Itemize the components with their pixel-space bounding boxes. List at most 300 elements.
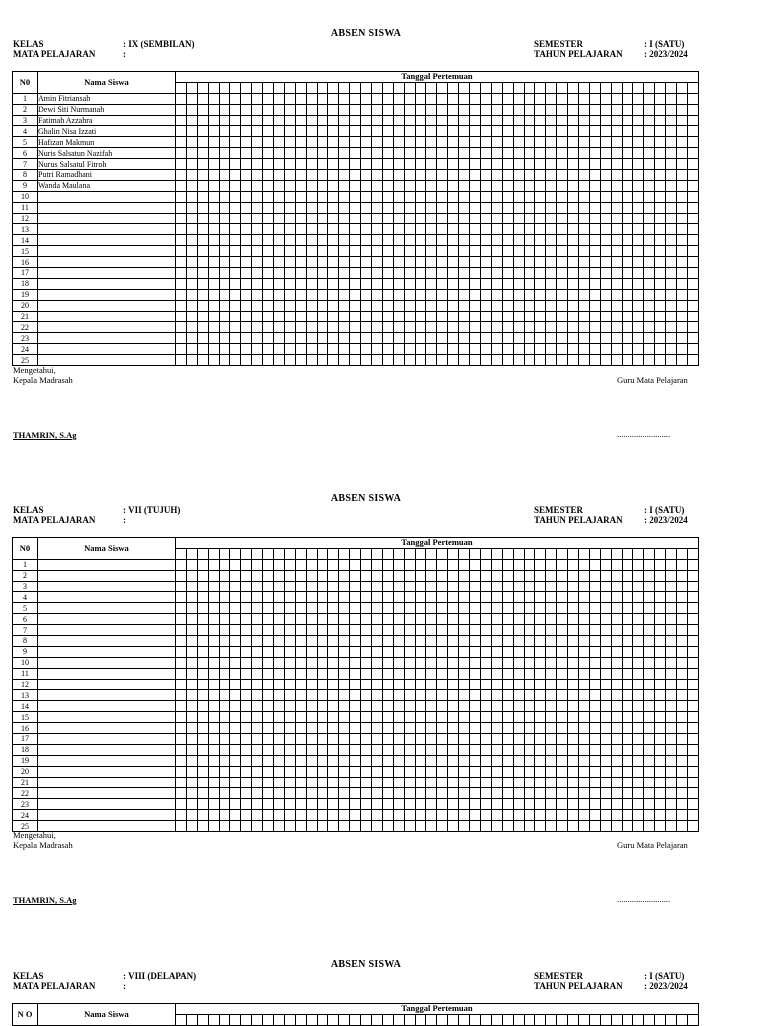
attendance-cell xyxy=(197,104,208,115)
attendance-cell xyxy=(513,93,524,104)
attendance-cell xyxy=(186,268,197,279)
attendance-cell xyxy=(252,333,263,344)
attendance-cell xyxy=(186,657,197,668)
attendance-cell xyxy=(176,311,187,322)
attendance-cell xyxy=(350,668,361,679)
attendance-cell xyxy=(557,581,568,592)
attendance-cell xyxy=(372,191,383,202)
attendance-cell xyxy=(600,180,611,191)
tahun-value: : 2023/2024 xyxy=(644,515,688,525)
attendance-cell xyxy=(568,355,579,366)
attendance-cell xyxy=(186,202,197,213)
attendance-cell xyxy=(393,104,404,115)
date-header-cell xyxy=(535,548,546,559)
attendance-cell xyxy=(611,723,622,734)
attendance-cell xyxy=(208,126,219,137)
attendance-cell xyxy=(568,821,579,832)
attendance-cell xyxy=(502,625,513,636)
attendance-cell xyxy=(546,115,557,126)
attendance-cell xyxy=(448,744,459,755)
attendance-cell xyxy=(197,246,208,257)
attendance-cell xyxy=(317,126,328,137)
attendance-cell xyxy=(317,246,328,257)
attendance-cell xyxy=(480,278,491,289)
attendance-cell xyxy=(241,213,252,224)
table-row xyxy=(13,148,699,159)
attendance-cell xyxy=(459,614,470,625)
attendance-cell xyxy=(676,333,687,344)
attendance-cell xyxy=(502,268,513,279)
attendance-cell xyxy=(546,289,557,300)
attendance-cell xyxy=(219,180,230,191)
attendance-cell xyxy=(317,115,328,126)
attendance-cell xyxy=(317,170,328,181)
attendance-cell xyxy=(230,821,241,832)
attendance-cell xyxy=(176,755,187,766)
attendance-cell xyxy=(230,603,241,614)
attendance-cell xyxy=(263,235,274,246)
attendance-cell xyxy=(480,581,491,592)
attendance-cell xyxy=(666,104,677,115)
attendance-cell xyxy=(426,224,437,235)
attendance-cell xyxy=(426,734,437,745)
attendance-cell xyxy=(263,690,274,701)
attendance-cell xyxy=(393,355,404,366)
attendance-cell xyxy=(186,170,197,181)
attendance-cell xyxy=(611,355,622,366)
attendance-cell xyxy=(186,191,197,202)
date-header-cell xyxy=(557,548,568,559)
attendance-cell xyxy=(687,657,698,668)
attendance-cell xyxy=(252,104,263,115)
attendance-cell xyxy=(295,322,306,333)
attendance-cell xyxy=(535,810,546,821)
attendance-cell xyxy=(666,799,677,810)
attendance-cell xyxy=(600,766,611,777)
attendance-cell xyxy=(589,148,600,159)
attendance-cell xyxy=(502,712,513,723)
table-row xyxy=(13,690,699,701)
attendance-cell xyxy=(557,744,568,755)
attendance-cell xyxy=(524,755,535,766)
attendance-cell xyxy=(546,755,557,766)
attendance-cell xyxy=(426,289,437,300)
attendance-cell xyxy=(295,137,306,148)
student-name xyxy=(38,246,176,257)
attendance-cell xyxy=(230,246,241,257)
attendance-cell xyxy=(208,191,219,202)
date-header-cell xyxy=(437,82,448,93)
attendance-cell xyxy=(578,646,589,657)
attendance-cell xyxy=(306,712,317,723)
attendance-cell xyxy=(502,224,513,235)
attendance-cell xyxy=(317,191,328,202)
attendance-cell xyxy=(372,592,383,603)
attendance-cell xyxy=(448,701,459,712)
date-header-cell xyxy=(437,548,448,559)
date-header-cell xyxy=(241,548,252,559)
date-header-cell xyxy=(644,82,655,93)
attendance-cell xyxy=(459,289,470,300)
attendance-cell xyxy=(284,191,295,202)
attendance-cell xyxy=(208,570,219,581)
attendance-cell xyxy=(480,202,491,213)
attendance-cell xyxy=(306,300,317,311)
attendance-cell xyxy=(644,570,655,581)
attendance-cell xyxy=(241,734,252,745)
row-number: 24 xyxy=(13,810,38,821)
attendance-cell xyxy=(252,788,263,799)
attendance-cell xyxy=(208,104,219,115)
attendance-cell xyxy=(393,701,404,712)
attendance-cell xyxy=(557,570,568,581)
attendance-cell xyxy=(328,690,339,701)
attendance-cell xyxy=(687,202,698,213)
attendance-cell xyxy=(382,625,393,636)
attendance-cell xyxy=(295,788,306,799)
attendance-cell xyxy=(393,268,404,279)
attendance-cell xyxy=(284,289,295,300)
attendance-cell xyxy=(197,257,208,268)
attendance-cell xyxy=(655,355,666,366)
attendance-cell xyxy=(578,625,589,636)
date-header-cell xyxy=(502,82,513,93)
attendance-cell xyxy=(328,246,339,257)
attendance-cell xyxy=(252,755,263,766)
attendance-cell xyxy=(295,744,306,755)
attendance-cell xyxy=(633,311,644,322)
attendance-cell xyxy=(295,799,306,810)
attendance-cell xyxy=(633,137,644,148)
attendance-cell xyxy=(252,202,263,213)
attendance-cell xyxy=(361,570,372,581)
attendance-cell xyxy=(186,777,197,788)
attendance-cell xyxy=(687,246,698,257)
student-name: Hafizan Makmun xyxy=(38,137,176,148)
attendance-cell xyxy=(208,268,219,279)
attendance-cell xyxy=(655,592,666,603)
attendance-cell xyxy=(470,126,481,137)
date-header-cell xyxy=(219,548,230,559)
attendance-cell xyxy=(448,799,459,810)
attendance-cell xyxy=(372,278,383,289)
attendance-cell xyxy=(415,690,426,701)
attendance-cell xyxy=(513,690,524,701)
attendance-cell xyxy=(328,355,339,366)
attendance-cell xyxy=(263,322,274,333)
attendance-cell xyxy=(426,821,437,832)
attendance-cell xyxy=(480,180,491,191)
date-header-cell xyxy=(546,82,557,93)
attendance-cell xyxy=(339,104,350,115)
attendance-cell xyxy=(306,646,317,657)
table-row xyxy=(13,755,699,766)
attendance-cell xyxy=(502,159,513,170)
attendance-cell xyxy=(459,799,470,810)
attendance-cell xyxy=(306,799,317,810)
attendance-cell xyxy=(415,657,426,668)
attendance-cell xyxy=(568,159,579,170)
attendance-cell xyxy=(687,159,698,170)
attendance-cell xyxy=(557,723,568,734)
tahun-value: : 2023/2024 xyxy=(644,49,688,59)
attendance-cell xyxy=(480,170,491,181)
attendance-cell xyxy=(546,148,557,159)
attendance-cell xyxy=(448,712,459,723)
attendance-cell xyxy=(589,93,600,104)
attendance-cell xyxy=(186,278,197,289)
date-header-cell xyxy=(263,548,274,559)
attendance-cell xyxy=(382,170,393,181)
attendance-cell xyxy=(339,344,350,355)
attendance-cell xyxy=(274,581,285,592)
attendance-cell xyxy=(524,821,535,832)
attendance-cell xyxy=(568,788,579,799)
attendance-cell xyxy=(546,636,557,647)
attendance-cell xyxy=(404,137,415,148)
attendance-cell xyxy=(589,246,600,257)
attendance-cell xyxy=(306,202,317,213)
attendance-cell xyxy=(176,180,187,191)
attendance-cell xyxy=(208,799,219,810)
attendance-cell xyxy=(361,246,372,257)
attendance-cell xyxy=(219,246,230,257)
attendance-cell xyxy=(339,191,350,202)
attendance-cell xyxy=(197,734,208,745)
attendance-cell xyxy=(208,148,219,159)
table-row xyxy=(13,137,699,148)
attendance-cell xyxy=(339,333,350,344)
attendance-cell xyxy=(230,734,241,745)
attendance-cell xyxy=(655,93,666,104)
attendance-cell xyxy=(470,93,481,104)
attendance-cell xyxy=(448,278,459,289)
attendance-cell xyxy=(317,810,328,821)
attendance-cell xyxy=(666,202,677,213)
attendance-cell xyxy=(361,821,372,832)
attendance-cell xyxy=(644,592,655,603)
attendance-cell xyxy=(448,300,459,311)
attendance-cell xyxy=(546,777,557,788)
attendance-cell xyxy=(676,289,687,300)
attendance-cell xyxy=(186,224,197,235)
attendance-cell xyxy=(459,268,470,279)
attendance-cell xyxy=(633,159,644,170)
attendance-cell xyxy=(644,289,655,300)
attendance-cell xyxy=(306,570,317,581)
attendance-cell xyxy=(186,104,197,115)
attendance-cell xyxy=(317,344,328,355)
attendance-cell xyxy=(687,104,698,115)
attendance-cell xyxy=(535,646,546,657)
student-name xyxy=(38,300,176,311)
student-name xyxy=(38,224,176,235)
attendance-cell xyxy=(535,235,546,246)
attendance-cell xyxy=(339,213,350,224)
attendance-cell xyxy=(687,636,698,647)
attendance-cell xyxy=(448,115,459,126)
attendance-cell xyxy=(306,322,317,333)
attendance-cell xyxy=(611,755,622,766)
attendance-cell xyxy=(557,104,568,115)
attendance-cell xyxy=(557,734,568,745)
attendance-cell xyxy=(513,723,524,734)
attendance-cell xyxy=(459,170,470,181)
attendance-cell xyxy=(426,657,437,668)
attendance-cell xyxy=(568,180,579,191)
attendance-cell xyxy=(263,333,274,344)
attendance-cell xyxy=(589,191,600,202)
attendance-cell xyxy=(219,734,230,745)
table-row xyxy=(13,810,699,821)
attendance-cell xyxy=(317,224,328,235)
attendance-cell xyxy=(393,344,404,355)
semester-label: SEMESTER xyxy=(534,971,584,981)
attendance-cell xyxy=(480,300,491,311)
attendance-cell xyxy=(524,679,535,690)
attendance-cell xyxy=(404,115,415,126)
attendance-cell xyxy=(382,559,393,570)
attendance-cell xyxy=(676,657,687,668)
attendance-cell xyxy=(274,137,285,148)
attendance-cell xyxy=(415,224,426,235)
attendance-cell xyxy=(382,333,393,344)
row-number: 1 xyxy=(13,93,38,104)
attendance-cell xyxy=(230,257,241,268)
attendance-cell xyxy=(600,289,611,300)
attendance-cell xyxy=(372,268,383,279)
attendance-cell xyxy=(568,93,579,104)
attendance-cell xyxy=(459,625,470,636)
attendance-cell xyxy=(491,570,502,581)
attendance-cell xyxy=(219,170,230,181)
attendance-cell xyxy=(470,744,481,755)
attendance-cell xyxy=(284,257,295,268)
attendance-cell xyxy=(197,202,208,213)
attendance-cell xyxy=(437,191,448,202)
attendance-cell xyxy=(241,636,252,647)
attendance-cell xyxy=(448,355,459,366)
attendance-cell xyxy=(339,126,350,137)
attendance-cell xyxy=(361,788,372,799)
attendance-cell xyxy=(219,657,230,668)
attendance-cell xyxy=(382,723,393,734)
attendance-cell xyxy=(644,766,655,777)
attendance-cell xyxy=(557,333,568,344)
attendance-cell xyxy=(186,180,197,191)
attendance-cell xyxy=(328,268,339,279)
attendance-cell xyxy=(568,559,579,570)
attendance-cell xyxy=(241,701,252,712)
attendance-cell xyxy=(176,191,187,202)
attendance-cell xyxy=(328,257,339,268)
row-number: 16 xyxy=(13,723,38,734)
attendance-cell xyxy=(393,799,404,810)
attendance-cell xyxy=(382,734,393,745)
attendance-cell xyxy=(687,344,698,355)
attendance-cell xyxy=(306,625,317,636)
attendance-cell xyxy=(306,137,317,148)
attendance-cell xyxy=(448,322,459,333)
attendance-cell xyxy=(622,592,633,603)
attendance-cell xyxy=(600,777,611,788)
attendance-cell xyxy=(372,646,383,657)
attendance-cell xyxy=(535,821,546,832)
attendance-cell xyxy=(186,636,197,647)
attendance-cell xyxy=(274,289,285,300)
attendance-cell xyxy=(252,224,263,235)
attendance-cell xyxy=(350,777,361,788)
attendance-cell xyxy=(230,701,241,712)
attendance-cell xyxy=(361,712,372,723)
attendance-cell xyxy=(480,213,491,224)
attendance-cell xyxy=(393,202,404,213)
attendance-cell xyxy=(393,581,404,592)
attendance-cell xyxy=(263,180,274,191)
attendance-cell xyxy=(687,766,698,777)
attendance-cell xyxy=(687,646,698,657)
attendance-cell xyxy=(687,289,698,300)
attendance-cell xyxy=(644,257,655,268)
table-row xyxy=(13,581,699,592)
attendance-cell xyxy=(284,268,295,279)
attendance-cell xyxy=(687,777,698,788)
attendance-cell xyxy=(535,744,546,755)
row-number: 6 xyxy=(13,614,38,625)
date-header-cell xyxy=(459,82,470,93)
attendance-cell xyxy=(524,603,535,614)
attendance-cell xyxy=(328,570,339,581)
attendance-cell xyxy=(208,355,219,366)
attendance-cell xyxy=(546,766,557,777)
attendance-cell xyxy=(317,636,328,647)
attendance-cell xyxy=(393,559,404,570)
attendance-cell xyxy=(426,766,437,777)
attendance-cell xyxy=(578,191,589,202)
attendance-cell xyxy=(666,93,677,104)
attendance-cell xyxy=(382,799,393,810)
attendance-cell xyxy=(600,744,611,755)
attendance-cell xyxy=(274,344,285,355)
attendance-cell xyxy=(197,603,208,614)
row-number: 4 xyxy=(13,592,38,603)
attendance-cell xyxy=(546,300,557,311)
attendance-cell xyxy=(448,104,459,115)
mengetahui-text: Mengetahui, xyxy=(13,830,56,840)
attendance-cell xyxy=(546,690,557,701)
attendance-cell xyxy=(274,766,285,777)
attendance-cell xyxy=(589,268,600,279)
attendance-cell xyxy=(687,581,698,592)
attendance-cell xyxy=(676,821,687,832)
attendance-cell xyxy=(263,355,274,366)
attendance-cell xyxy=(600,657,611,668)
attendance-cell xyxy=(622,679,633,690)
attendance-cell xyxy=(197,810,208,821)
attendance-cell xyxy=(404,126,415,137)
attendance-cell xyxy=(600,104,611,115)
attendance-cell xyxy=(230,311,241,322)
attendance-cell xyxy=(644,235,655,246)
attendance-cell xyxy=(284,148,295,159)
row-number: 16 xyxy=(13,257,38,268)
attendance-cell xyxy=(480,344,491,355)
student-name: Amin Fitriansah xyxy=(38,93,176,104)
attendance-cell xyxy=(491,559,502,570)
attendance-cell xyxy=(274,268,285,279)
attendance-cell xyxy=(666,755,677,766)
attendance-cell xyxy=(197,213,208,224)
